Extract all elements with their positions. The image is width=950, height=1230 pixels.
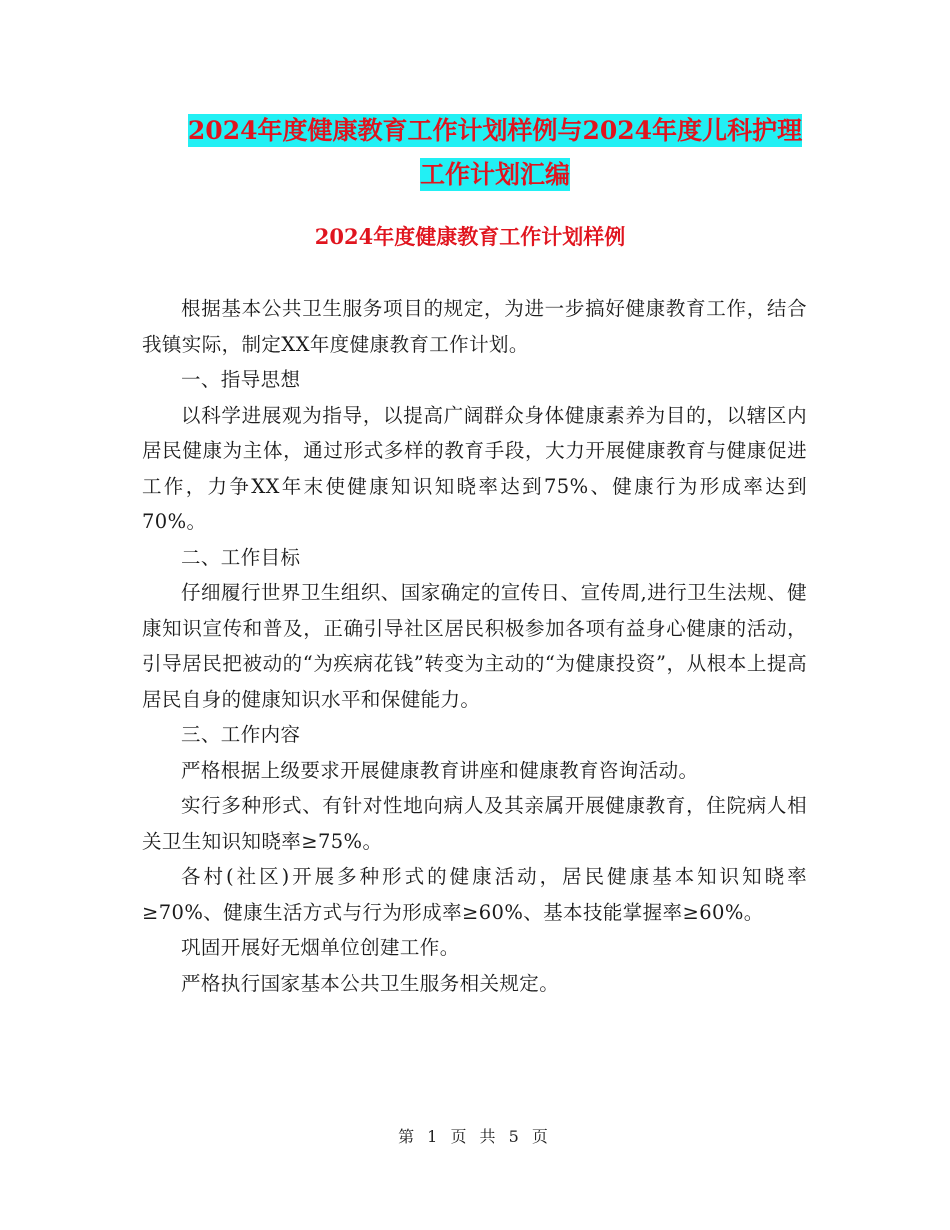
page-footer: 第 1 页 共 5 页 (398, 1127, 552, 1146)
paragraph-work-goals: 仔细履行世界卫生组织、国家确定的宣传日、宣传周,进行卫生法规、健康知识宣传和普及，正确引导社区居民积极参加各项有益身心健康的活动，引导居民把被动的“为疾病花钱”转变为主动的“为健康投资”，从根本上提高居民自身的健康知识水平和保健能力。 (142, 581, 807, 711)
document-body (142, 291, 807, 1001)
heading-work-goals: 二、工作目标 (181, 545, 301, 569)
document-title-line-1 (140, 114, 850, 148)
section-title: 2024年度健康教育工作计划样例 (314, 224, 626, 249)
heading-work-content: 三、工作内容 (181, 723, 301, 746)
paragraph-content-3: 各村(社区)开展多种形式的健康活动，居民健康基本知识知晓率≥70%、健康生活方式与行为形成率≥60%、基本技能掌握率≥60%。 (142, 865, 807, 924)
paragraph-content-2: 实行多种形式、有针对性地向病人及其亲属开展健康教育，住院病人相关卫生知识知晓率≥75%。 (142, 794, 807, 853)
paragraph-content-1: 严格根据上级要求开展健康教育讲座和健康教育咨询活动。 (181, 758, 699, 782)
paragraph-guiding-thought: 以科学进展观为指导，以提高广阔群众身体健康素养为目的，以辖区内居民健康为主体，通过形式多样的教育手段，大力开展健康教育与健康促进工作，力争XX年末使健康知识知晓率达到75%、健康行为形成率达到70%。 (142, 403, 807, 533)
document-title-text-2: 工作计划汇编 (419, 160, 570, 189)
document-title-line-2 (140, 158, 850, 192)
paragraph-content-5: 严格执行国家基本公共卫生服务相关规定。 (181, 971, 560, 995)
document-title-text-1: 2024年度健康教育工作计划样例与2024年度儿科护理 (187, 116, 803, 145)
paragraph-intro: 根据基本公共卫生服务项目的规定，为进一步搞好健康教育工作，结合我镇实际，制定XX年度健康教育工作计划。 (142, 297, 807, 356)
heading-guiding-thought: 一、指导思想 (181, 368, 301, 391)
paragraph-content-4: 巩固开展好无烟单位创建工作。 (181, 936, 460, 959)
